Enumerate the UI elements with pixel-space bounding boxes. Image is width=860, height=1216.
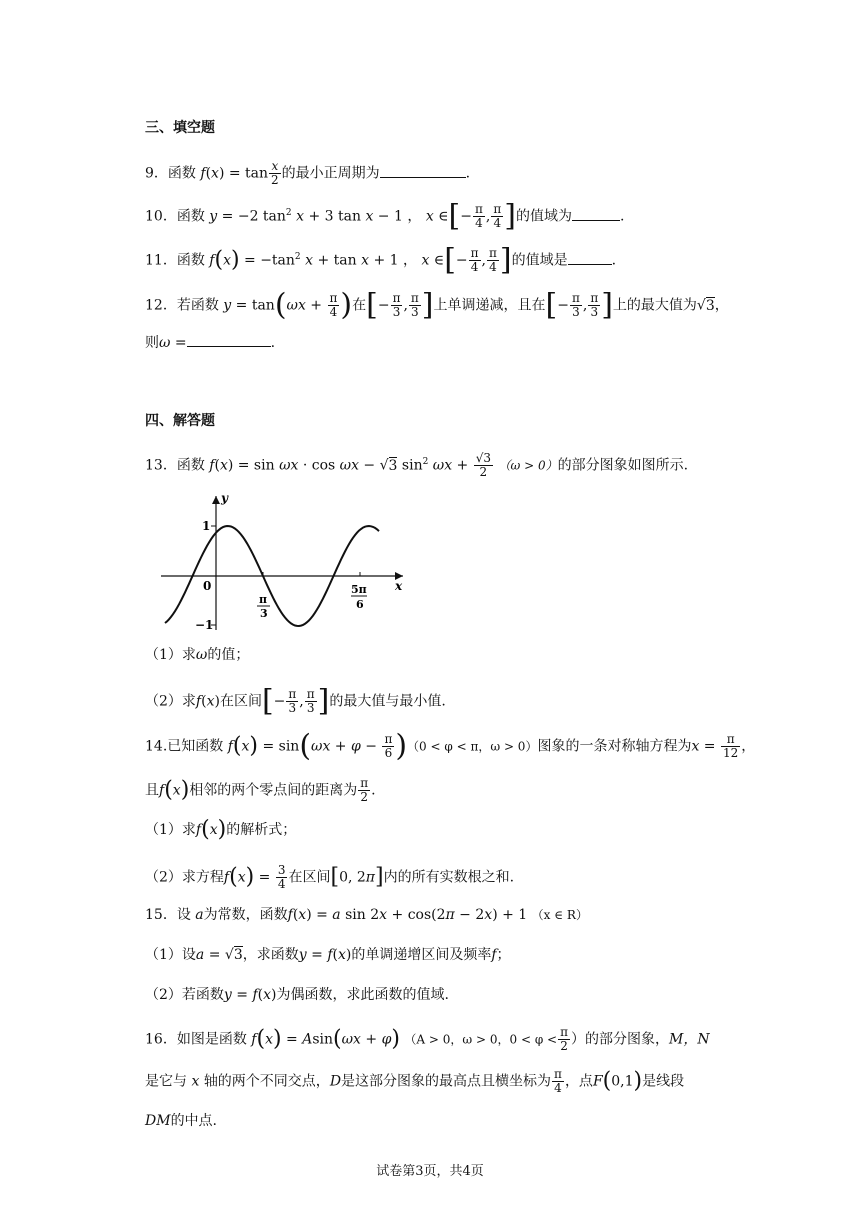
- question-14-line2: 且f(x)相邻的两个零点间的距离为 $\frac{\pi}{2}$ .: [145, 776, 376, 804]
- q14-part2: （2）求方程f(x) = $\frac{3}{4}$ 在区间[0, 2π]内的所有实数根之和.: [145, 863, 515, 891]
- q10-number: 10．: [145, 208, 177, 225]
- q15-part2: （2）若函数y = f(x)为偶函数，求此函数的值域.: [145, 987, 449, 1003]
- label-6: 6: [356, 598, 364, 611]
- q14-part1: （1）求f(x)的解析式；: [145, 817, 297, 842]
- label-5pi: 5π: [351, 583, 367, 596]
- q13-part2: （2）求f(x)在区间[− $\frac{\pi}{3}$ , $\frac{\pi}{3}$ ]的最大值与最小值.: [145, 683, 446, 719]
- section-title-answer: 四、解答题: [145, 413, 215, 429]
- label-origin: 0: [203, 579, 212, 593]
- label-3: 3: [260, 607, 268, 620]
- q13-part1: （1）求ω的值；: [145, 647, 250, 663]
- q9-number: 9．: [145, 165, 168, 182]
- sine-graph: [155, 490, 415, 640]
- question-11: 11．函数 $f(x) = -\tan^2$ x + tan x + 1 ， x ∈[− $\frac{\pi}{4}$ , $\frac{\pi}{4}$ ]的值域是 .: [145, 242, 617, 278]
- q15-number: 15．: [145, 907, 177, 923]
- y-axis-label: y: [221, 491, 228, 505]
- page-footer: 试卷第3页，共4页: [376, 1164, 484, 1179]
- question-10: 10．函数 y = −2 $\tan^2 x + 3$ tan x − 1 ， x ∈[− $\frac{\pi}{4}$ , $\frac{\pi}{4}$ ]的值域为 .: [145, 198, 625, 234]
- section-title-fill-in: 三、填空题: [145, 120, 215, 136]
- q12-number: 12．: [145, 297, 177, 314]
- question-9: 9．函数 f(x) = tan $\frac{x}{2}$ 的最小正周期为 .: [145, 159, 471, 187]
- question-14: 14.已知函数 f(x) = sin(ωx + φ − $\frac{\pi}{6}$ )（0 < φ < π，ω > 0）图象的一条对称轴方程为x = $\frac{\pi}{12}$ ，: [145, 728, 756, 764]
- question-16-line2: 是它与 x 轴的两个不同交点，D是这部分图象的最高点且横坐标为 $\frac{\pi}{4}$ ，点F(0,1)是线段: [145, 1067, 685, 1095]
- q14-number: 14.: [145, 738, 168, 755]
- answer-blank[interactable]: [380, 163, 466, 178]
- question-13: 13．函数 f(x) = sin ωx · cos ωx − √3 $\sin^2 \omega x$ + $\frac{√3}{2}$ （ω > 0）的部分图象如图所示.: [145, 451, 689, 480]
- question-12-line2: 则ω = .: [145, 332, 275, 353]
- x-axis-label: x: [395, 579, 403, 593]
- answer-blank[interactable]: [568, 250, 612, 265]
- label-pi: π: [259, 593, 268, 606]
- q15-part1: （1）设a = √3，求函数y = f(x)的单调递增区间及频率f；: [145, 947, 511, 963]
- question-16: 16．如图是函数 f(x) = Asin(ωx + φ) （A > 0，ω > 0，0 < φ < $\frac{\pi}{2}$ ）的部分图象，M，N: [145, 1025, 710, 1053]
- answer-blank[interactable]: [187, 332, 271, 347]
- y-axis-arrow: [212, 496, 220, 504]
- q11-number: 11．: [145, 252, 177, 269]
- label-neg1: −1: [195, 618, 214, 632]
- question-15: 15．设 a为常数，函数f(x) = a sin 2x + cos(2π − 2x) + 1 （x ∈ R）: [145, 907, 588, 923]
- question-16-line3: DM的中点.: [145, 1113, 218, 1129]
- answer-blank[interactable]: [572, 206, 620, 221]
- label-1: 1: [202, 519, 211, 533]
- q13-number: 13．: [145, 457, 177, 474]
- q16-number: 16．: [145, 1031, 177, 1048]
- question-12: 12．若函数 y = tan(ωx + $\frac{\pi}{4}$ )在[− $\frac{\pi}{3}$ , $\frac{\pi}{3}$ ]上单调递减，且在[− $\frac{\pi}{3}$ , $\frac{\pi}{3}$ ]上的最大值为√3，: [145, 287, 729, 323]
